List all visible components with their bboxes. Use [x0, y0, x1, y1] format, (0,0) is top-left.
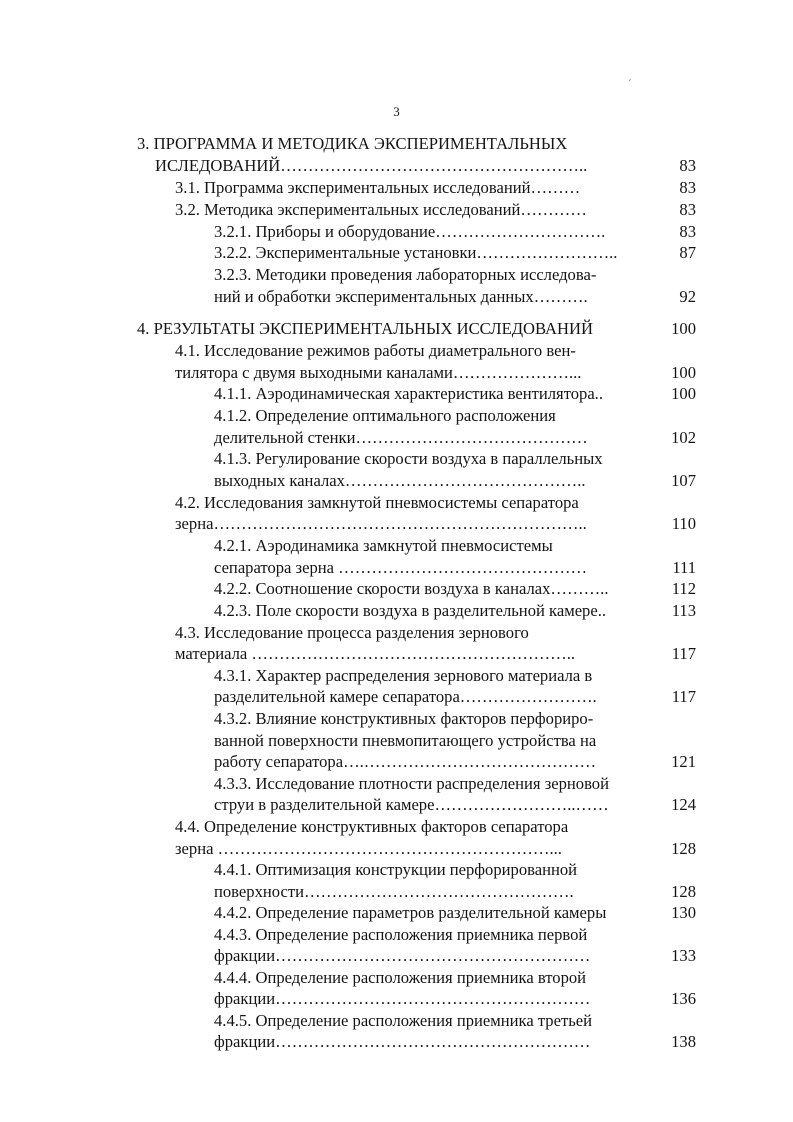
toc-text: 4.1.1. Аэродинамическая характеристика вентилятора..	[214, 384, 603, 403]
toc-text: ний и обработки экспериментальных данных……….	[214, 287, 588, 306]
toc-line	[0, 665, 793, 687]
toc-line	[0, 199, 793, 221]
toc-page: 87	[679, 243, 696, 262]
toc-page: 100	[671, 363, 696, 382]
toc-line	[0, 773, 793, 795]
toc-text: поверхности………………………………………….	[214, 882, 574, 901]
toc-text: 3.2.3. Методики проведения лабораторных исследова-	[214, 265, 597, 284]
toc-line	[0, 578, 793, 600]
toc-page: 128	[671, 839, 696, 858]
toc-page: 110	[671, 514, 696, 533]
toc-text: сепаратора зерна ………………………………………	[214, 558, 588, 577]
toc-line	[0, 264, 793, 286]
toc-line	[0, 686, 793, 708]
toc-line	[0, 513, 793, 535]
toc-line	[0, 535, 793, 557]
toc-text: 3.1. Программа экспериментальных исследований………	[175, 178, 581, 197]
toc-line	[0, 470, 793, 492]
scan-mark: ´	[628, 78, 632, 90]
toc-text: 4.3.3. Исследование плотности распределения зерновой	[214, 774, 609, 793]
toc-text: ИСЛЕДОВАНИЙ………………………………………………..	[155, 156, 588, 175]
toc-line	[0, 405, 793, 427]
toc-text: делительной стенки……………………………………	[214, 428, 588, 447]
toc-line	[0, 1010, 793, 1032]
toc-line	[0, 492, 793, 514]
toc-line	[0, 643, 793, 665]
toc-page: 128	[671, 882, 696, 901]
toc-text: 4.1.3. Регулирование скорости воздуха в параллельных	[214, 449, 603, 468]
toc-line	[0, 318, 793, 340]
toc-text: 3.2.2. Экспериментальные установки……………………..	[214, 243, 618, 262]
toc-page: 117	[671, 687, 696, 706]
toc-text: зерна…………………………………………………………..	[175, 514, 587, 533]
toc-page: 83	[679, 156, 696, 175]
toc-text: 4.4.4. Определение расположения приемника второй	[214, 968, 587, 987]
toc-page: 112	[671, 579, 696, 598]
toc-text: фракции…………………………………………………	[214, 989, 591, 1008]
toc-line	[0, 340, 793, 362]
toc-line	[0, 988, 793, 1010]
toc-line	[0, 221, 793, 243]
toc-text: 3.2. Методика экспериментальных исследований…………	[175, 200, 587, 219]
toc-page: 121	[671, 752, 696, 771]
toc-page: 111	[672, 558, 696, 577]
toc-line	[0, 600, 793, 622]
toc-text: 4.4.2. Определение параметров разделительной камеры	[214, 903, 607, 922]
toc-line	[0, 859, 793, 881]
toc-text: ванной поверхности пневмопитающего устройства на	[214, 731, 597, 750]
toc-text: 4.2. Исследования замкнутой пневмосистемы сепаратора	[175, 493, 579, 512]
toc-text: 4.1.2. Определение оптимального расположения	[214, 406, 556, 425]
toc-line	[0, 155, 793, 177]
toc-page: 136	[671, 989, 696, 1008]
toc-page: 92	[679, 287, 696, 306]
toc-page: 83	[679, 222, 696, 241]
toc-text: 4.2.3. Поле скорости воздуха в разделительной камере..	[214, 601, 607, 620]
toc-text: 3.2.1. Приборы и оборудование………………………….	[214, 222, 606, 241]
toc-line	[0, 448, 793, 470]
toc-text: 4.4.1. Оптимизация конструкции перфорированной	[214, 860, 578, 879]
toc-line	[0, 708, 793, 730]
toc-text: выходных каналах……………………………………..	[214, 471, 586, 490]
toc-page: 83	[679, 178, 696, 197]
toc-text: 4.4.3. Определение расположения приемника первой	[214, 925, 588, 944]
toc-text: 4.4.5. Определение расположения приемника третьей	[214, 1011, 593, 1030]
toc-page: 113	[671, 601, 696, 620]
page-number: 3	[393, 104, 400, 119]
toc-line	[0, 557, 793, 579]
toc-page: 107	[671, 471, 696, 490]
toc-text: 4.3.1. Характер распределения зернового материала в	[214, 666, 593, 685]
toc-line	[0, 383, 793, 405]
toc-line	[0, 924, 793, 946]
toc-page: 100	[671, 384, 696, 403]
toc-page: 130	[671, 903, 696, 922]
toc-line	[0, 427, 793, 449]
toc-text: струи в разделительной камере……………………..……	[214, 795, 609, 814]
toc-line	[0, 1031, 793, 1053]
toc-line	[0, 945, 793, 967]
toc-text: тилятора с двумя выходными каналами…………………...	[175, 363, 582, 382]
toc-text: 4.3.2. Влияние конструктивных факторов перфориро-	[214, 709, 594, 728]
toc-text: 4.2.1. Аэродинамика замкнутой пневмосистемы	[214, 536, 553, 555]
toc-line	[0, 622, 793, 644]
toc-text: материала …………………………………………………..	[175, 644, 575, 663]
toc-text: 4.2.2. Соотношение скорости воздуха в каналах………..	[214, 579, 609, 598]
toc-text: 3. ПРОГРАММА И МЕТОДИКА ЭКСПЕРИМЕНТАЛЬНЫХ	[137, 134, 568, 153]
toc-line	[0, 133, 793, 155]
toc-line	[0, 881, 793, 903]
toc-line	[0, 286, 793, 308]
toc-line	[0, 794, 793, 816]
toc-line	[0, 242, 793, 264]
toc-line	[0, 838, 793, 860]
toc-page: 100	[671, 319, 696, 338]
toc-text: работу сепаратора….……………………………………	[214, 752, 597, 771]
toc-line	[0, 730, 793, 752]
toc-line	[0, 362, 793, 384]
toc-line	[0, 967, 793, 989]
toc-text: 4.4. Определение конструктивных факторов сепаратора	[175, 817, 569, 836]
toc-text: зерна ……………………………………………………...	[175, 839, 562, 858]
toc-line	[0, 816, 793, 838]
toc-line	[0, 902, 793, 924]
toc-line	[0, 751, 793, 773]
toc-text: разделительной камере сепаратора…………………….	[214, 687, 597, 706]
toc-line	[0, 177, 793, 199]
toc-page: 133	[671, 946, 696, 965]
toc-text: фракции…………………………………………………	[214, 1032, 591, 1051]
toc-page: 102	[671, 428, 696, 447]
toc-text: 4. РЕЗУЛЬТАТЫ ЭКСПЕРИМЕНТАЛЬНЫХ ИССЛЕДОВАНИЙ	[137, 319, 593, 338]
toc-page: 138	[671, 1032, 696, 1051]
toc-page: 117	[671, 644, 696, 663]
toc-page: 124	[671, 795, 696, 814]
toc-text: 4.1. Исследование режимов работы диаметрального вен-	[175, 341, 576, 360]
toc-page: 83	[679, 200, 696, 219]
toc-text: 4.3. Исследование процесса разделения зернового	[175, 623, 529, 642]
toc-text: фракции…………………………………………………	[214, 946, 591, 965]
